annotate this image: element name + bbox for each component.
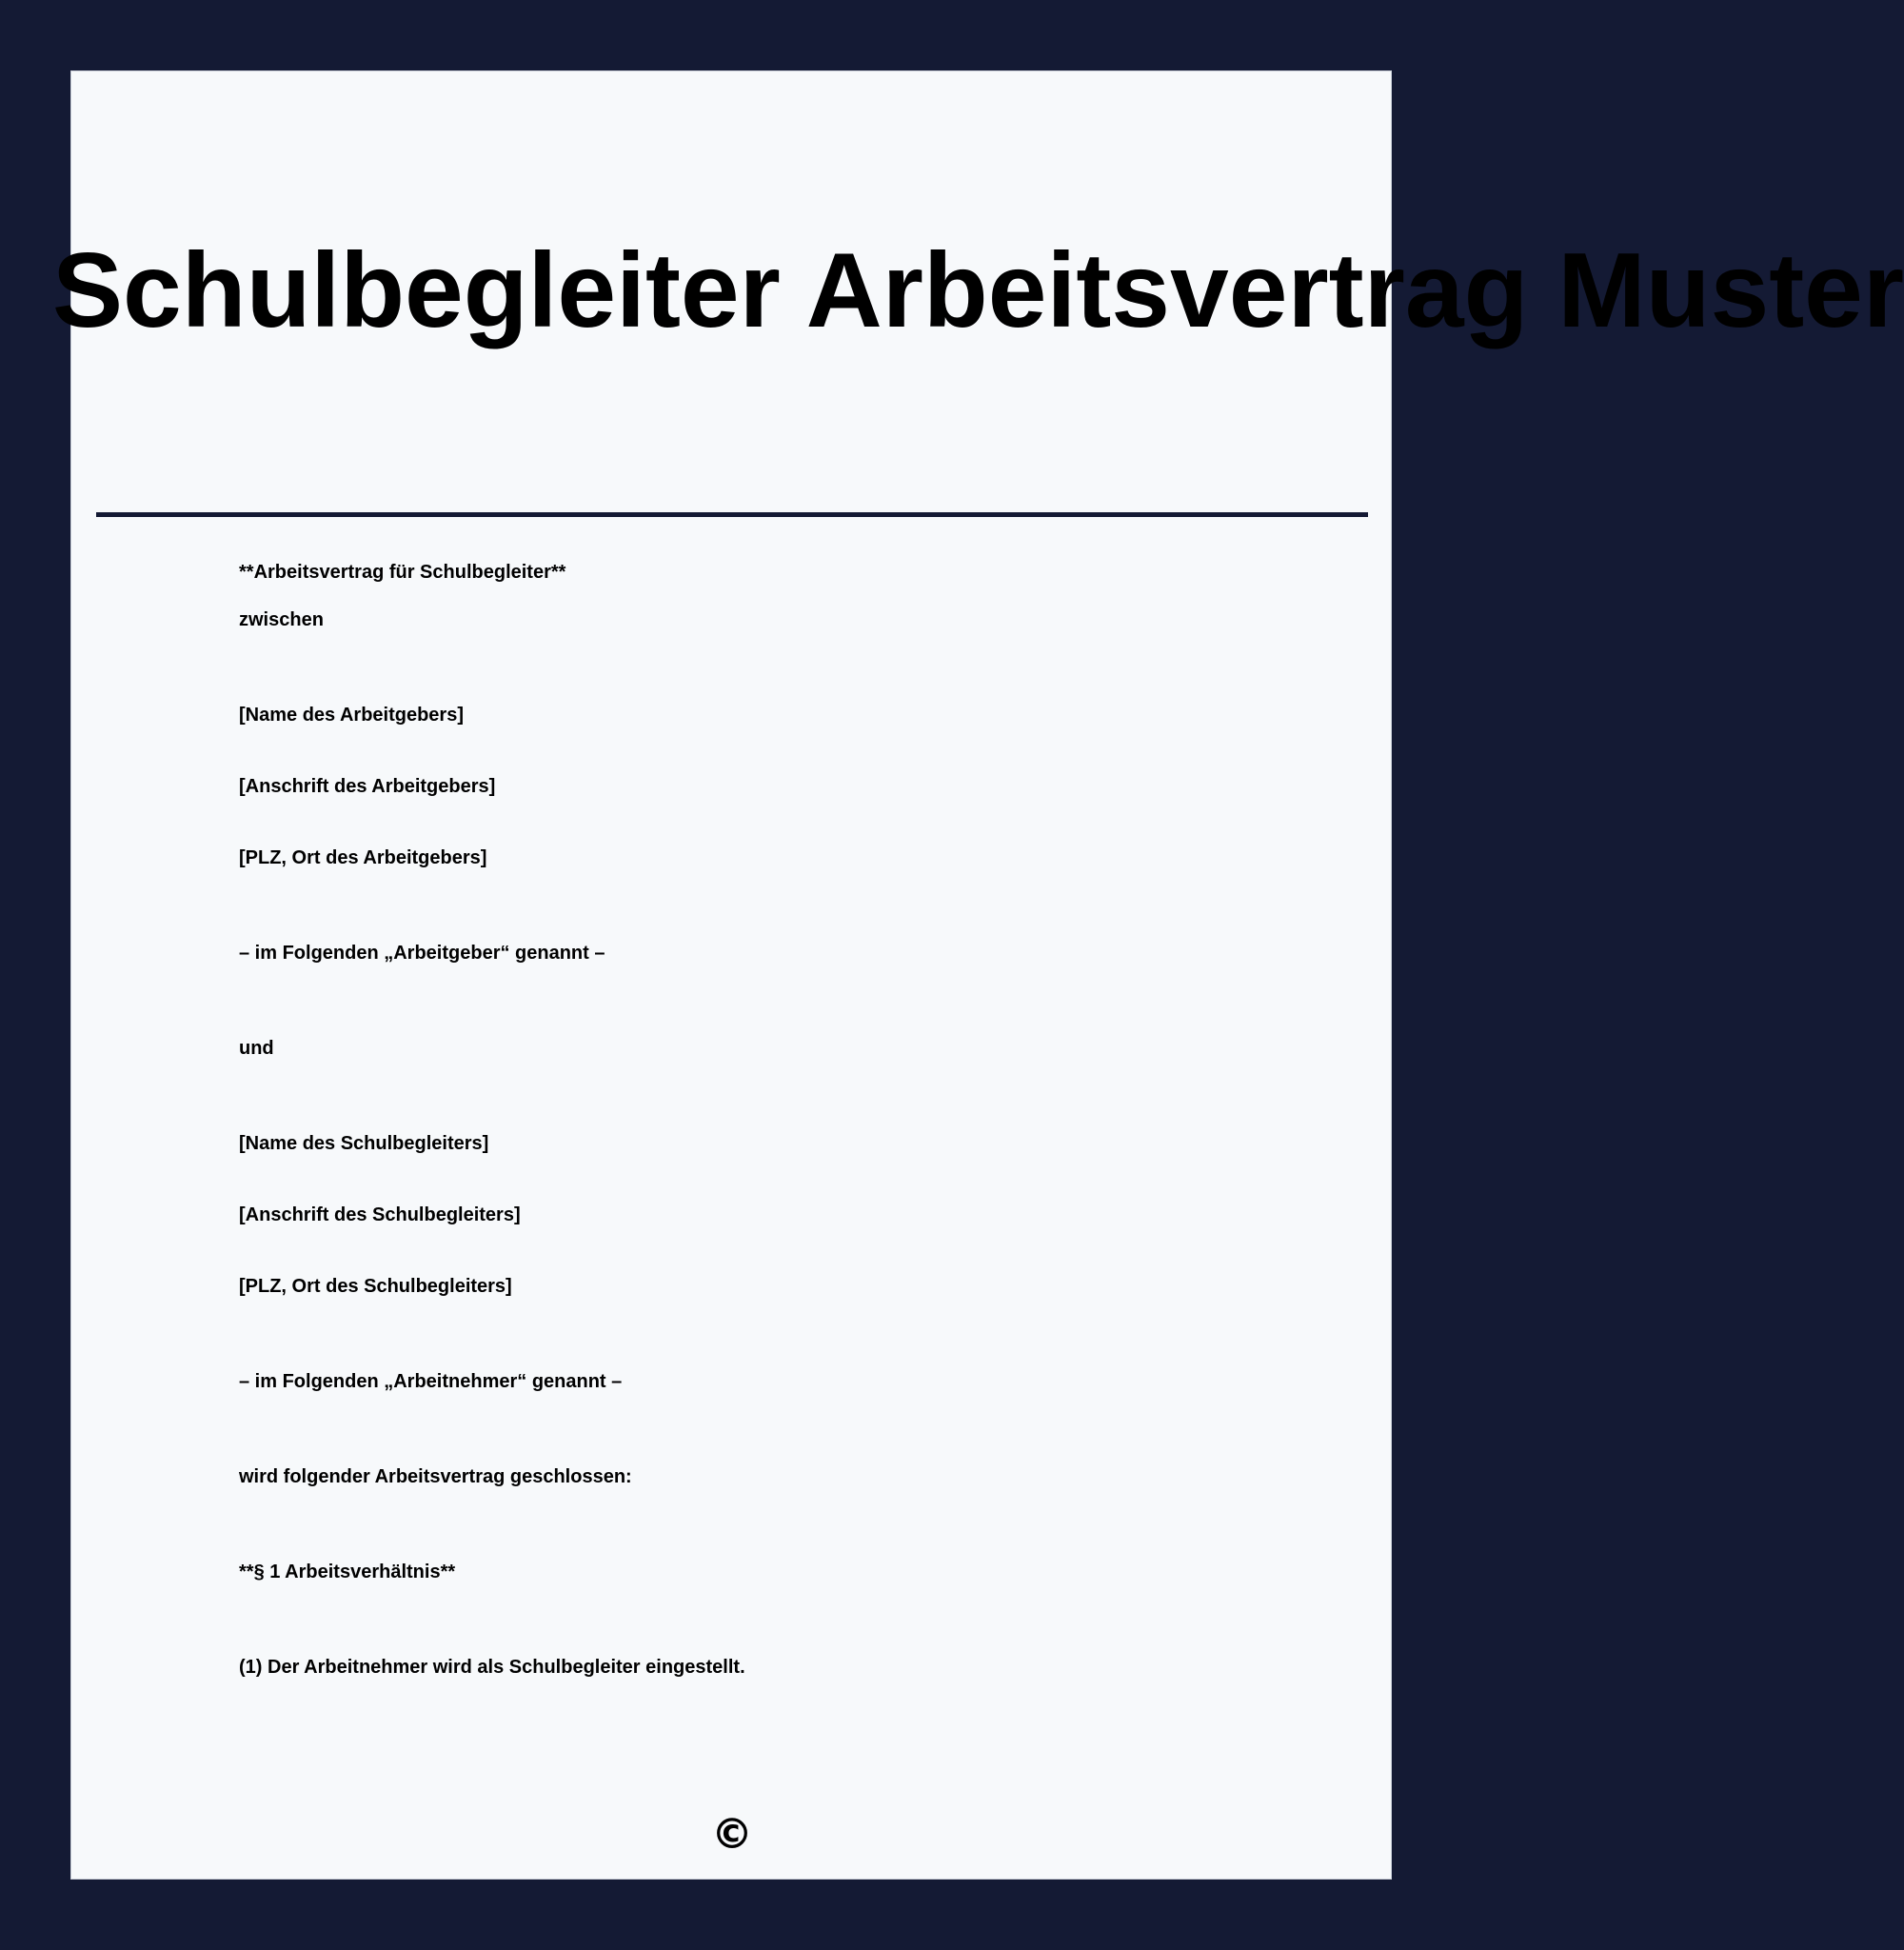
copyright-icon: © [711, 1810, 753, 1859]
text-line: zwischen [239, 609, 324, 630]
employer-designation: – im Folgenden „Arbeitgeber“ genannt – [239, 943, 605, 964]
employee-designation: – im Folgenden „Arbeitnehmer“ genannt – [239, 1371, 623, 1392]
document-title: Schulbegleiter Arbeitsvertrag Muster [52, 231, 1904, 349]
contract-heading: **Arbeitsvertrag für Schulbegleiter** [239, 562, 566, 583]
employer-address: [Anschrift des Arbeitgebers] [239, 776, 496, 797]
employee-city: [PLZ, Ort des Schulbegleiters] [239, 1276, 512, 1297]
section-heading: **§ 1 Arbeitsverhältnis** [239, 1562, 456, 1582]
text-line: wird folgender Arbeitsvertrag geschlossen: [239, 1466, 632, 1487]
employer-name: [Name des Arbeitgebers] [239, 705, 464, 726]
document-page [52, 70, 1904, 1880]
employee-name: [Name des Schulbegleiters] [239, 1133, 489, 1154]
title-divider [96, 512, 1368, 517]
employer-city: [PLZ, Ort des Arbeitgebers] [239, 847, 487, 868]
clause-text: (1) Der Arbeitnehmer wird als Schulbegleiter eingestellt. [239, 1657, 745, 1678]
employee-address: [Anschrift des Schulbegleiters] [239, 1204, 521, 1225]
text-line: und [239, 1038, 274, 1059]
